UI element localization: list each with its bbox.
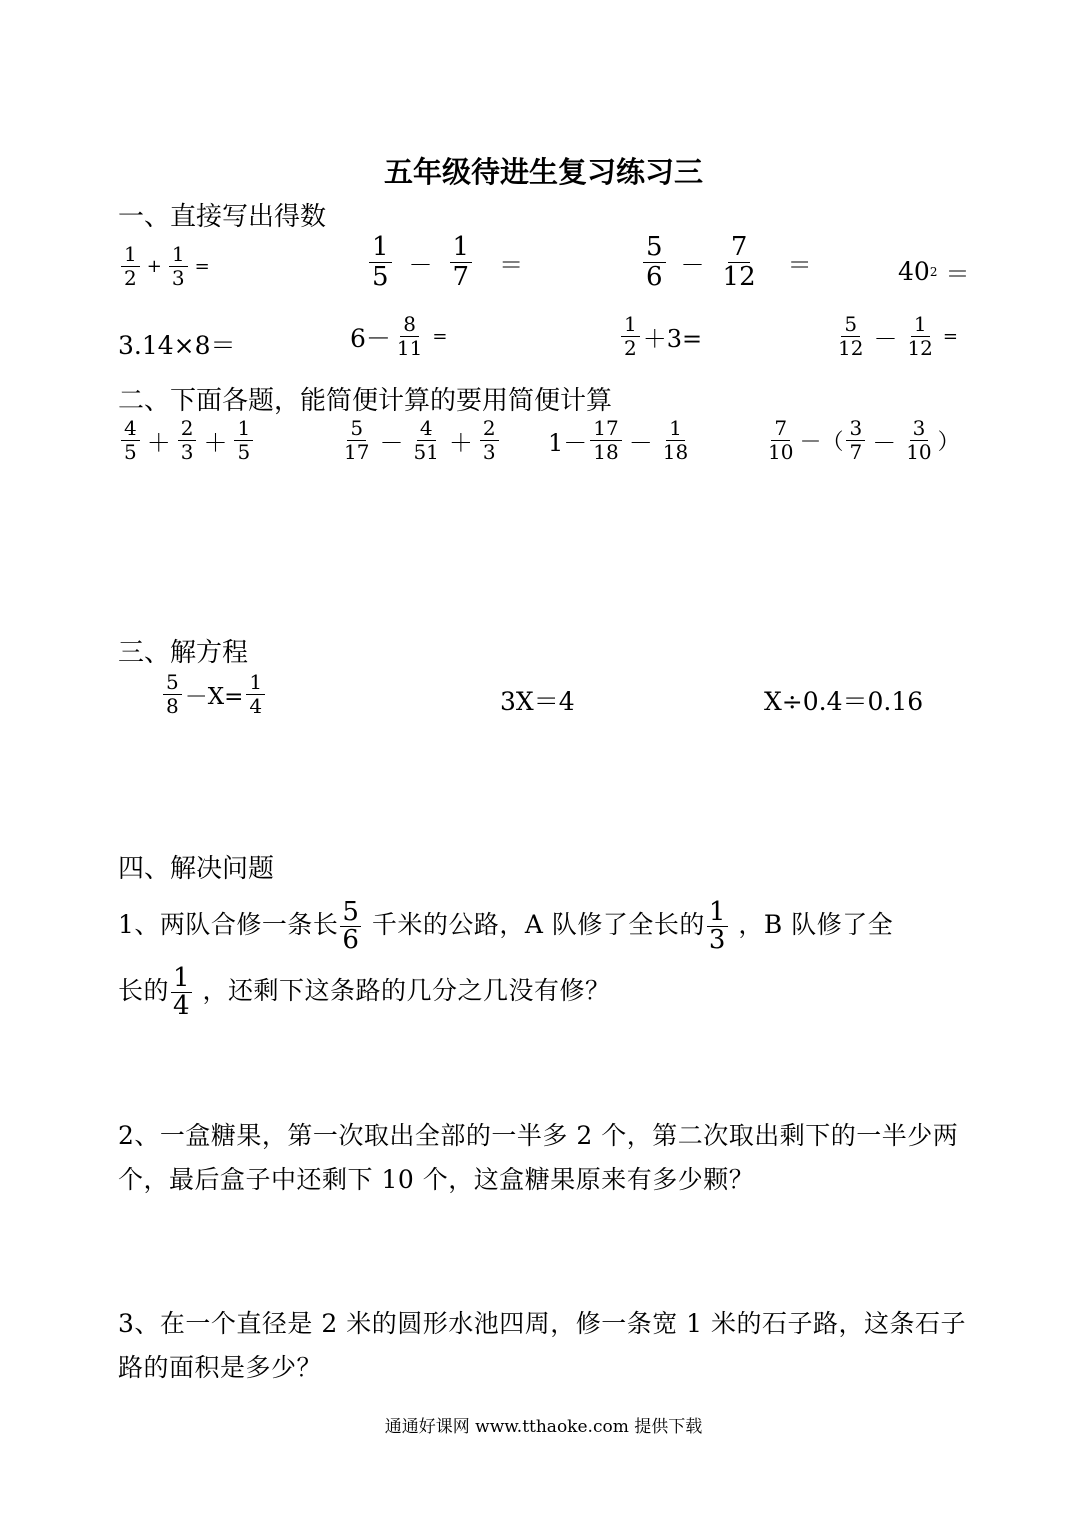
fraction: $\frac{4}{51}$ xyxy=(413,416,439,464)
fraction: $\frac{1}{7}$ xyxy=(450,234,473,292)
equation-3: X÷0.4＝0.16 xyxy=(764,687,924,716)
fraction: $\frac{5}{12}$ xyxy=(838,312,864,360)
section-3-row xyxy=(0,672,1087,732)
fraction: $\frac{7}{10}$ xyxy=(768,416,794,464)
problem-1: 1、两队合修一条长 $\frac{5}{6}$ 千米的公路，A 队修了全长的 $\frac{1}{3}$ ，B 队修了全 长的 $\frac{1}{4}$ ，还剩下这条路的几分之几没有修？ xyxy=(118,896,894,1021)
expr-1d: 40 2 ＝ xyxy=(898,257,970,288)
fraction: $\frac{5}{6}$ xyxy=(342,896,360,955)
expr-s2d: $\frac{7}{10}$ －（ $\frac{3}{7}$ － $\frac{3}{10}$ ） xyxy=(762,418,960,463)
fraction: $\frac{1}{5}$ xyxy=(234,418,253,463)
expr-1c: $\frac{5}{6}$ － $\frac{7}{12}$ ＝ xyxy=(640,234,818,292)
expr-s2a: $\frac{4}{5}$ ＋ $\frac{2}{3}$ ＋ $\frac{1}{5}$ xyxy=(118,418,256,463)
fraction: $\frac{7}{12}$ xyxy=(722,232,756,293)
section-1-heading: 一、直接写出得数 xyxy=(118,202,327,232)
fraction: $\frac{5}{17}$ xyxy=(344,416,370,464)
fraction: $\frac{2}{3}$ xyxy=(178,418,197,463)
expr-s2b: $\frac{5}{17}$ － $\frac{4}{51}$ ＋ $\frac{2}{3}$ xyxy=(338,418,502,463)
section-1-row-1 xyxy=(0,232,1087,300)
expr-2c: $\frac{1}{2}$ ＋3= xyxy=(618,314,702,359)
equation-2: 3X＝4 xyxy=(500,687,575,716)
fraction: $\frac{1}{12}$ xyxy=(907,312,933,360)
fraction: $\frac{1}{4}$ xyxy=(173,962,191,1021)
page-title: 五年级待进生复习练习三 xyxy=(383,155,703,189)
fraction: $\frac{1}{3}$ xyxy=(169,244,188,289)
fraction: $\frac{1}{4}$ xyxy=(246,672,265,717)
fraction: $\frac{4}{5}$ xyxy=(121,418,140,463)
expr-1a: $\frac{1}{2}$ + $\frac{1}{3}$ = xyxy=(118,244,214,289)
fraction: $\frac{3}{10}$ xyxy=(906,416,932,464)
fraction: $\frac{2}{3}$ xyxy=(480,418,499,463)
fraction: $\frac{8}{11}$ xyxy=(396,312,423,360)
expr-2a: 3.14×8＝ xyxy=(118,331,236,360)
expr-2d: $\frac{5}{12}$ － $\frac{1}{12}$ = xyxy=(832,314,962,359)
expr-2b: 6－ $\frac{8}{11}$ = xyxy=(350,312,448,360)
fraction: $\frac{1}{18}$ xyxy=(662,416,689,464)
expr-1b: $\frac{1}{5}$ － $\frac{1}{7}$ ＝ xyxy=(366,234,529,292)
fraction: $\frac{3}{7}$ xyxy=(846,418,865,463)
fraction: $\frac{5}{6}$ xyxy=(643,234,666,292)
section-2-heading: 二、下面各题，能简便计算的要用简便计算 xyxy=(118,386,613,416)
fraction: $\frac{1}{2}$ xyxy=(121,244,140,289)
section-3-heading: 三、解方程 xyxy=(118,638,249,668)
section-2-row xyxy=(0,418,1087,478)
section-4-heading: 四、解决问题 xyxy=(118,854,275,884)
problem-3: 3、在一个直径是 2 米的圆形水池四周，修一条宽 1 米的石子路，这条石子路的面积是多少？ xyxy=(118,1309,967,1382)
fraction: $\frac{1}{2}$ xyxy=(621,314,640,359)
fraction: $\frac{17}{18}$ xyxy=(590,418,621,463)
fraction: $\frac{1}{3}$ xyxy=(708,896,726,955)
fraction: $\frac{1}{5}$ xyxy=(369,234,392,292)
equation-1: $\frac{5}{8}$ －X= $\frac{1}{4}$ xyxy=(160,672,268,717)
fraction: $\frac{5}{8}$ xyxy=(163,672,182,717)
footer-source: 通通好课网 www.tthaoke.com 提供下载 xyxy=(384,1417,703,1437)
problem-2: 2、一盒糖果，第一次取出全部的一半多 2 个，第二次取出剩下的一半少两个，最后盒子中还剩下 10 个，这盒糖果原来有多少颗？ xyxy=(118,1121,959,1194)
expr-s2c: 1－ $\frac{17}{18}$ － $\frac{1}{18}$ xyxy=(548,418,694,463)
section-1-row-2 xyxy=(0,312,1087,372)
